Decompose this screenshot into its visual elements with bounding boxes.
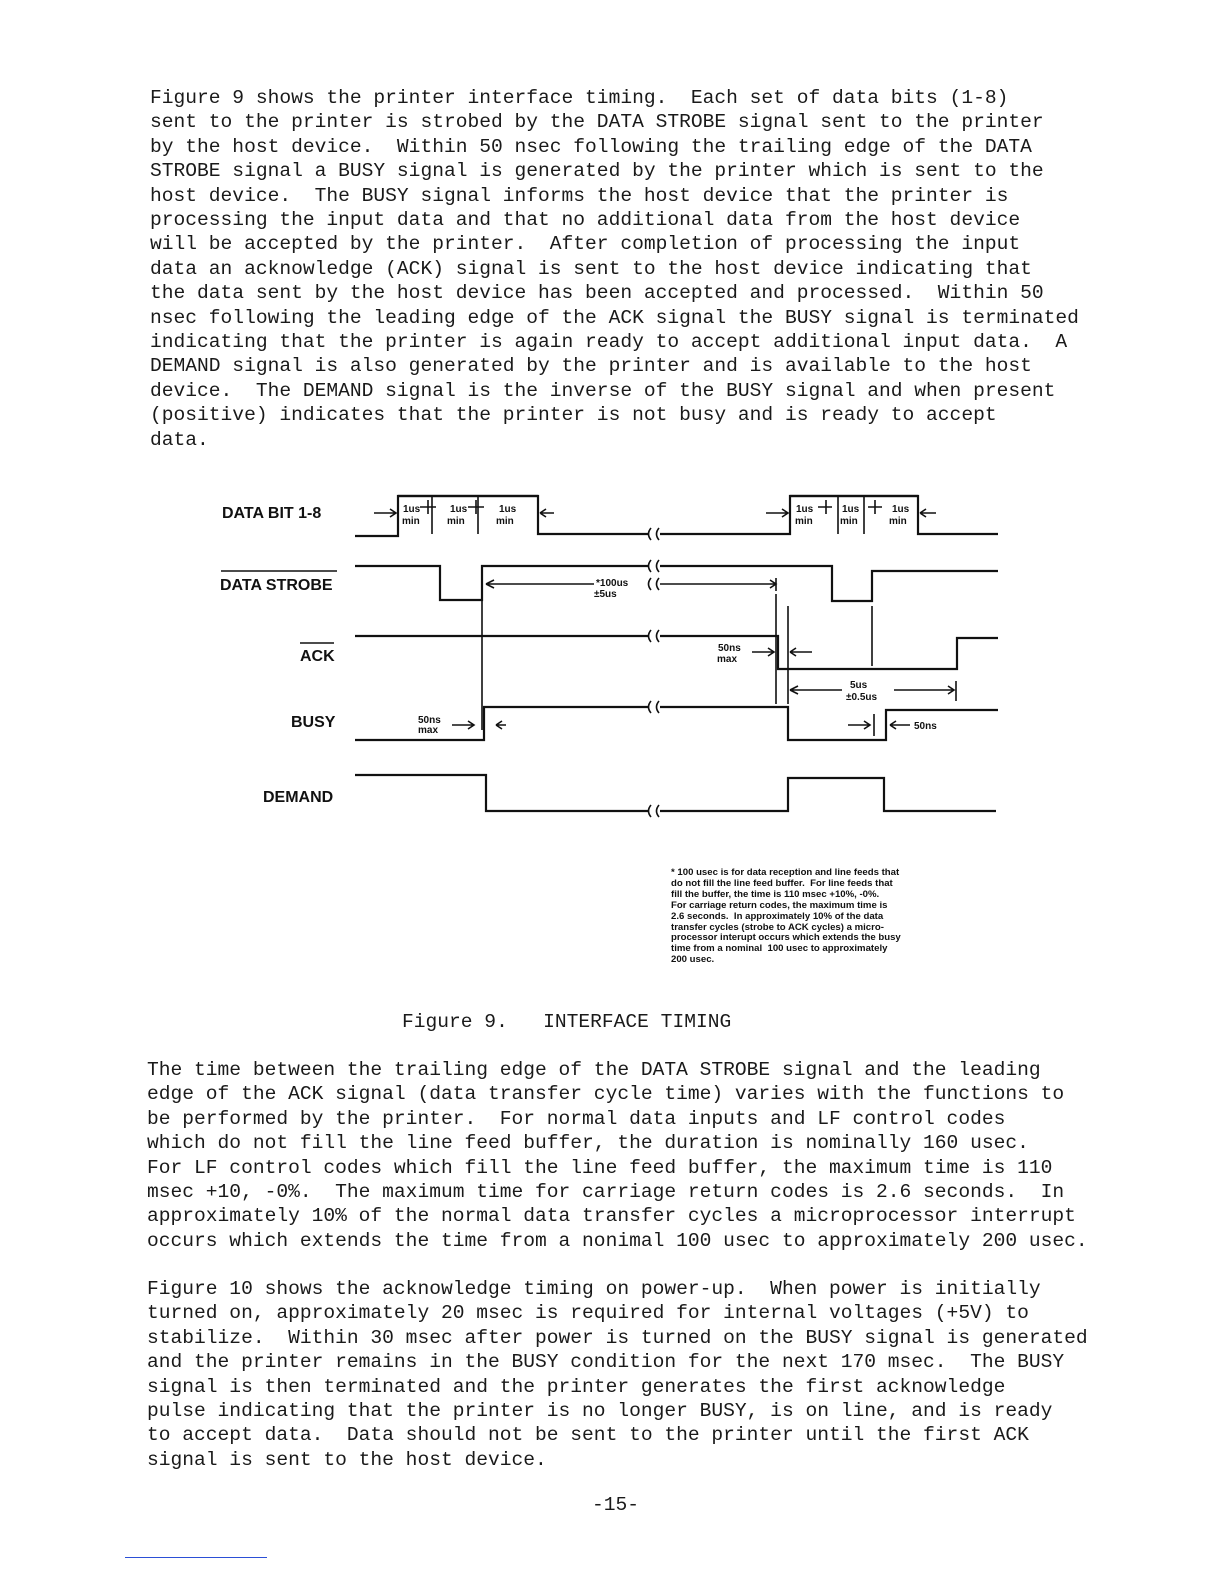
data-bit-t6: 1us [892, 504, 910, 515]
label-data-strobe: DATA STROBE [220, 577, 333, 594]
ack-timing-arrows [752, 648, 812, 656]
data-bit-t5-min: min [840, 516, 858, 527]
five-us-tolerance: ±0.5us [846, 692, 878, 703]
data-bit-t2: 1us [450, 504, 468, 515]
five-us-label: 5us [850, 680, 868, 691]
strobe-period-tolerance: ±5us [594, 589, 617, 600]
busy-50ns-right: 50ns [914, 721, 937, 732]
interface-timing-diagram [0, 470, 1224, 870]
data-bit-t3: 1us [499, 504, 517, 515]
waveform-ack [355, 636, 998, 669]
label-demand: DEMAND [263, 789, 334, 806]
time-break-markers [649, 528, 660, 817]
intro-paragraph: Figure 9 shows the printer interface timing. Each set of data bits (1-8) sent to the printer is strobed by the DATA STROBE signal sent to the printer by the host device. Within 50 nsec following the trailing edge of the DATA STROBE signal a BUSY signal is generated by the printer which is sent to the host device. The BUSY signal informs the host device that the printer is processing the input data and that no additional data from the host device will be accepted by the printer. After completion of processing the input data an acknowledge (ACK) signal is sent to the host device indicating that the data sent by the host device has been accepted and processed. Within 50 nsec following the leading edge of the ACK signal the BUSY signal is terminated indicating that the printer is again ready to accept additional input data. A DEMAND signal is also generated by the printer and is available to the host device. The DEMAND signal is the inverse of the BUSY signal and when present (positive) indicates that the printer is not busy and is ready to accept data. [150, 87, 1079, 451]
data-bit-t6-min: min [889, 516, 907, 527]
strobe-period-label: *100us [596, 578, 629, 589]
cycle-time-paragraph: The time between the trailing edge of the DATA STROBE signal and the leading edge of the ACK signal (data transfer cycle time) varies with the functions to be performed by the printer. For normal data inputs and LF control codes which do not fill the line feed buffer, the duration is nominally 160 usec. For LF control codes which fill the line feed buffer, the maximum time is 110 msec +10, -0%. The maximum time for carriage return codes is 2.6 seconds. In approximately 10% of the normal data transfer cycles a microprocessor interrupt occurs which extends the time from a nonimal 100 usec to approximately 200 usec. [147, 1059, 1088, 1252]
power-up-paragraph: Figure 10 shows the acknowledge timing on power-up. When power is initially turned on, approximately 20 msec is required for internal voltages (+5V) to stabilize. Within 30 msec after power is turned on the BUSY signal is generated and the printer remains in the BUSY condition for the next 170 msec. The BUSY signal is then terminated and the printer generates the first acknowledge pulse indicating that the printer is no longer BUSY, is on line, and is ready to accept data. Data should not be sent to the printer until the first ACK signal is sent to the host device. [147, 1278, 1088, 1471]
footer-rule [125, 1557, 267, 1558]
timing-footnote: * 100 usec is for data reception and line feeds that do not fill the line feed buffer. For line feeds that fill the buffer, the time is 110 msec +10%, -0%. For carriage return codes, the maximum time is 2.6 seconds. In approximately 10% of the data transfer cycles (strobe to ACK cycles) a micro- processor interupt occurs which extends the busy time from a nominal 100 usec to approximately 200 usec. [671, 867, 901, 966]
busy-50ns-label: 50ns [418, 715, 441, 726]
figure-caption: Figure 9. INTERFACE TIMING [402, 1011, 732, 1033]
label-busy: BUSY [291, 714, 336, 731]
data-bit-t5: 1us [842, 504, 860, 515]
data-bit-t1-min: min [402, 516, 420, 527]
strobe-period-arrow [486, 578, 776, 591]
page-number: -15- [592, 1494, 640, 1516]
data-bit-t4: 1us [796, 504, 814, 515]
data-bit-t4-min: min [795, 516, 813, 527]
data-bit-t2-min: min [447, 516, 465, 527]
timing-guides [482, 594, 872, 730]
busy-timing-arrows [452, 714, 910, 736]
data-bit-t3-min: min [496, 516, 514, 527]
waveform-busy [355, 707, 998, 740]
ack-50ns-max: max [717, 654, 738, 665]
data-bit-t1: 1us [403, 504, 421, 515]
busy-50ns-max: max [418, 725, 439, 736]
label-data-bit: DATA BIT 1-8 [222, 505, 322, 522]
ack-50ns-label: 50ns [718, 643, 741, 654]
label-ack: ACK [300, 648, 335, 665]
waveform-demand [355, 775, 996, 811]
